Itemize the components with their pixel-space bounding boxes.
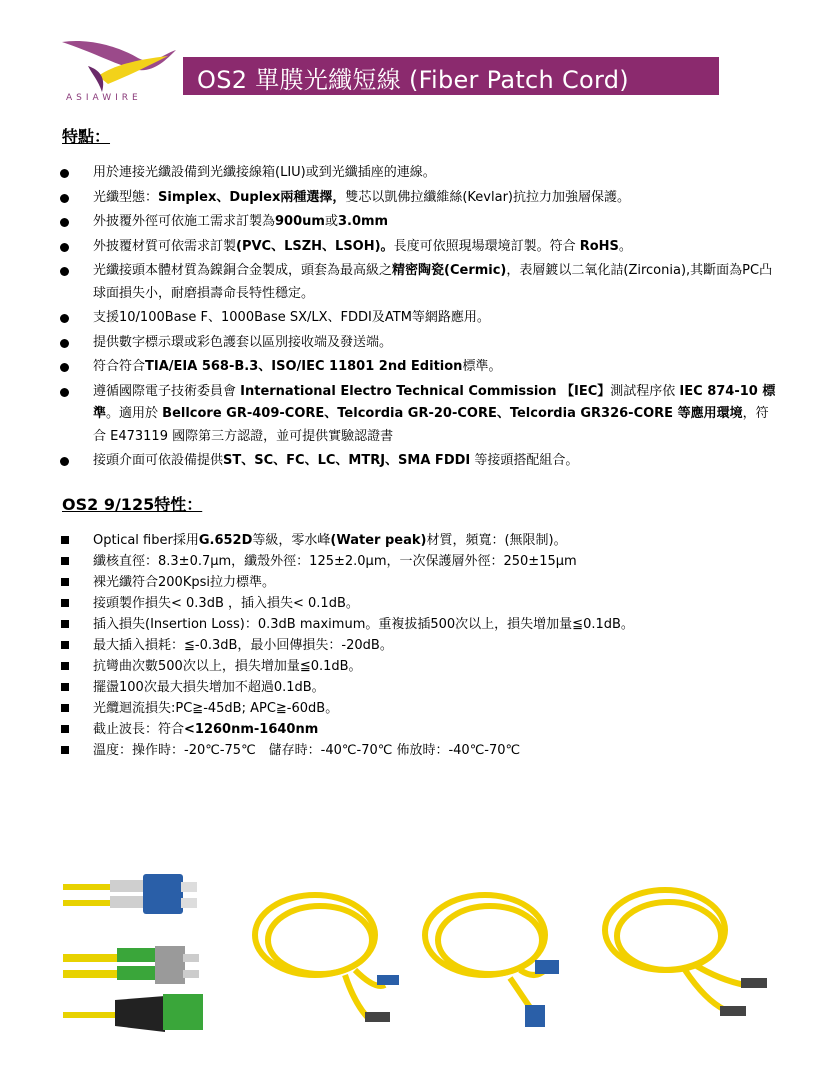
- bullet-icon: [60, 457, 69, 466]
- st-st-patch-cord-photo: [605, 890, 745, 1010]
- item-text: 測試程序依: [610, 383, 680, 399]
- bullet-icon: [60, 194, 69, 203]
- spec-item: [60, 530, 780, 551]
- item-text: G.652D: [198, 533, 253, 548]
- fc-duplex-connector-photo: [63, 946, 199, 984]
- item-text: 精密陶瓷(Cermic): [392, 263, 507, 278]
- item-text: 抗彎曲次數500次以上，損失增加量≦0.1dB。: [93, 659, 362, 674]
- item-text: 。適用於: [106, 406, 163, 421]
- title-banner: [183, 57, 719, 95]
- spec-item: [60, 593, 780, 614]
- spec-item: [60, 572, 780, 593]
- feature-item: [60, 332, 780, 355]
- logo-text: ASIAWIRE: [66, 93, 142, 103]
- bullet-icon: [61, 536, 69, 544]
- item-text: (Water peak): [330, 533, 427, 548]
- item-text: ST、SC、FC、LC、MTRJ、SMA FDDI: [223, 453, 471, 468]
- item-text: 擺盪100次最大損失增加不超過0.1dB。: [93, 680, 325, 695]
- spec-item: [60, 551, 780, 572]
- item-text: 光纖型態：: [93, 189, 159, 205]
- lc-st-patch-cord-photo: [255, 895, 385, 1020]
- item-text: 材質，頻寬：(無限制)。: [426, 533, 567, 548]
- bullet-icon: [61, 557, 69, 565]
- specs-list: [60, 530, 780, 761]
- item-text: 用於連接光纖設備到光纖接線箱(LIU)或到光纖插座的連線。: [93, 165, 436, 180]
- spec-item: [60, 614, 780, 635]
- item-text: ，符合 E473119 國際第三方認證，並可提供實驗認證書: [93, 406, 769, 444]
- item-text: IEC 874-10 標準: [93, 383, 776, 421]
- bullet-icon: [61, 599, 69, 607]
- lc-sc-patch-cord-photo: [425, 895, 545, 1015]
- item-text: 截止波長：符合: [93, 722, 185, 737]
- item-text: 最大插入損耗：≦-0.3dB，最小回傳損失：-20dB。: [93, 638, 393, 653]
- item-text: 雙芯以凱佛拉纖維絲(Kevlar)抗拉力加強層保護。: [345, 189, 630, 205]
- feature-item: [60, 187, 780, 210]
- item-text: 支援10/100Base F、1000Base SX/LX、FDDI及ATM等網路應用。: [93, 310, 490, 325]
- item-text: Optical fiber採用: [93, 533, 199, 548]
- spec-item: [60, 740, 780, 761]
- item-text: 或: [324, 214, 338, 229]
- spec-item: [60, 656, 780, 677]
- item-text: (PVC、LSZH、LSOH)。: [236, 238, 394, 254]
- item-text: 外披覆外徑可依施工需求訂製為: [93, 214, 276, 229]
- feature-item: [60, 162, 780, 185]
- item-text: 遵循國際電子技術委員會: [93, 383, 241, 399]
- item-text: 標準。: [462, 359, 502, 374]
- item-text: 等級，零水峰: [252, 533, 331, 548]
- item-text: 900um: [275, 214, 325, 229]
- bullet-icon: [61, 620, 69, 628]
- bullet-icon: [60, 169, 69, 178]
- spec-item: [60, 719, 780, 740]
- bullet-icon: [61, 662, 69, 670]
- product-photos: [55, 860, 775, 1060]
- bullet-icon: [60, 339, 69, 348]
- item-text: 外披覆材質可依需求訂製: [93, 238, 237, 254]
- item-text: 提供數字標示環或彩色護套以區別接收端及發送端。: [93, 334, 393, 350]
- mtp-connector-photo: [63, 994, 203, 1032]
- bullet-icon: [61, 704, 69, 712]
- item-text: 等接頭搭配組合。: [470, 453, 579, 468]
- bullet-icon: [60, 388, 69, 397]
- item-text: 光纖接頭本體材質為鎳銅合金製成，頭套為最高級之: [93, 263, 393, 278]
- item-text: Simplex、Duplex兩種選擇，: [158, 189, 346, 205]
- item-text: ，表層鍍以二氧化詰(Zirconia),其斷面為PC凸球面損失小，耐磨損壽命長特性穩定。: [93, 263, 773, 301]
- feature-item: [60, 356, 780, 379]
- features-heading: 特點：: [62, 127, 111, 146]
- item-text: TIA/EIA 568-B.3、ISO/IEC 11801 2nd Edition: [145, 359, 463, 374]
- item-text: 光纜迴流損失:PC≧-45dB; APC≧-60dB。: [93, 701, 339, 716]
- page-title: OS2 單膜光纖短線 (Fiber Patch Cord): [197, 66, 629, 94]
- bullet-icon: [61, 641, 69, 649]
- item-text: 插入損失(Insertion Loss)：0.3dB maximum。重複拔插500次以上，損失增加量≦0.1dB。: [93, 617, 634, 632]
- feature-item: [60, 260, 780, 305]
- bullet-icon: [61, 578, 69, 586]
- item-text: International Electro Technical Commission 【IEC】: [240, 383, 611, 399]
- specs-heading: OS2 9/125特性：: [62, 495, 203, 514]
- bullet-icon: [60, 267, 69, 276]
- spec-item: [60, 635, 780, 656]
- item-text: 纖核直徑：8.3±0.7μm，纖殼外徑：125±2.0μm，一次保護層外徑：250±15μm: [93, 554, 577, 569]
- bullet-icon: [60, 218, 69, 227]
- item-text: RoHS: [579, 238, 619, 254]
- features-list: [60, 162, 780, 475]
- item-text: Bellcore GR-409-CORE、Telcordia GR-20-CORE、Telcordia GR326-CORE 等應用環境: [162, 406, 743, 421]
- item-text: <1260nm-1640nm: [184, 722, 319, 737]
- feature-item: [60, 381, 780, 449]
- item-text: 裸光纖符合200Kpsi拉力標準。: [93, 575, 275, 590]
- bullet-icon: [61, 683, 69, 691]
- bullet-icon: [61, 725, 69, 733]
- feature-item: [60, 450, 780, 473]
- bullet-icon: [60, 363, 69, 372]
- feature-item: [60, 236, 780, 259]
- item-text: 長度可依照現場環境訂製。符合: [393, 238, 580, 254]
- bullet-icon: [60, 314, 69, 323]
- item-text: 接頭製作損失< 0.3dB ，插入損失< 0.1dB。: [93, 596, 359, 611]
- spec-item: [60, 698, 780, 719]
- item-text: 3.0mm: [337, 214, 389, 229]
- feature-item: [60, 211, 780, 234]
- lc-duplex-connector-photo: [63, 874, 197, 914]
- spec-item: [60, 677, 780, 698]
- item-text: 符合符合: [93, 359, 146, 374]
- bullet-icon: [60, 243, 69, 252]
- bullet-icon: [61, 746, 69, 754]
- feature-item: [60, 307, 780, 330]
- item-text: 溫度：操作時：-20℃-75℃ 儲存時：-40℃-70℃ 佈放時：-40℃-70℃: [93, 743, 521, 758]
- item-text: 。: [618, 238, 632, 254]
- item-text: 接頭介面可依設備提供: [93, 453, 224, 468]
